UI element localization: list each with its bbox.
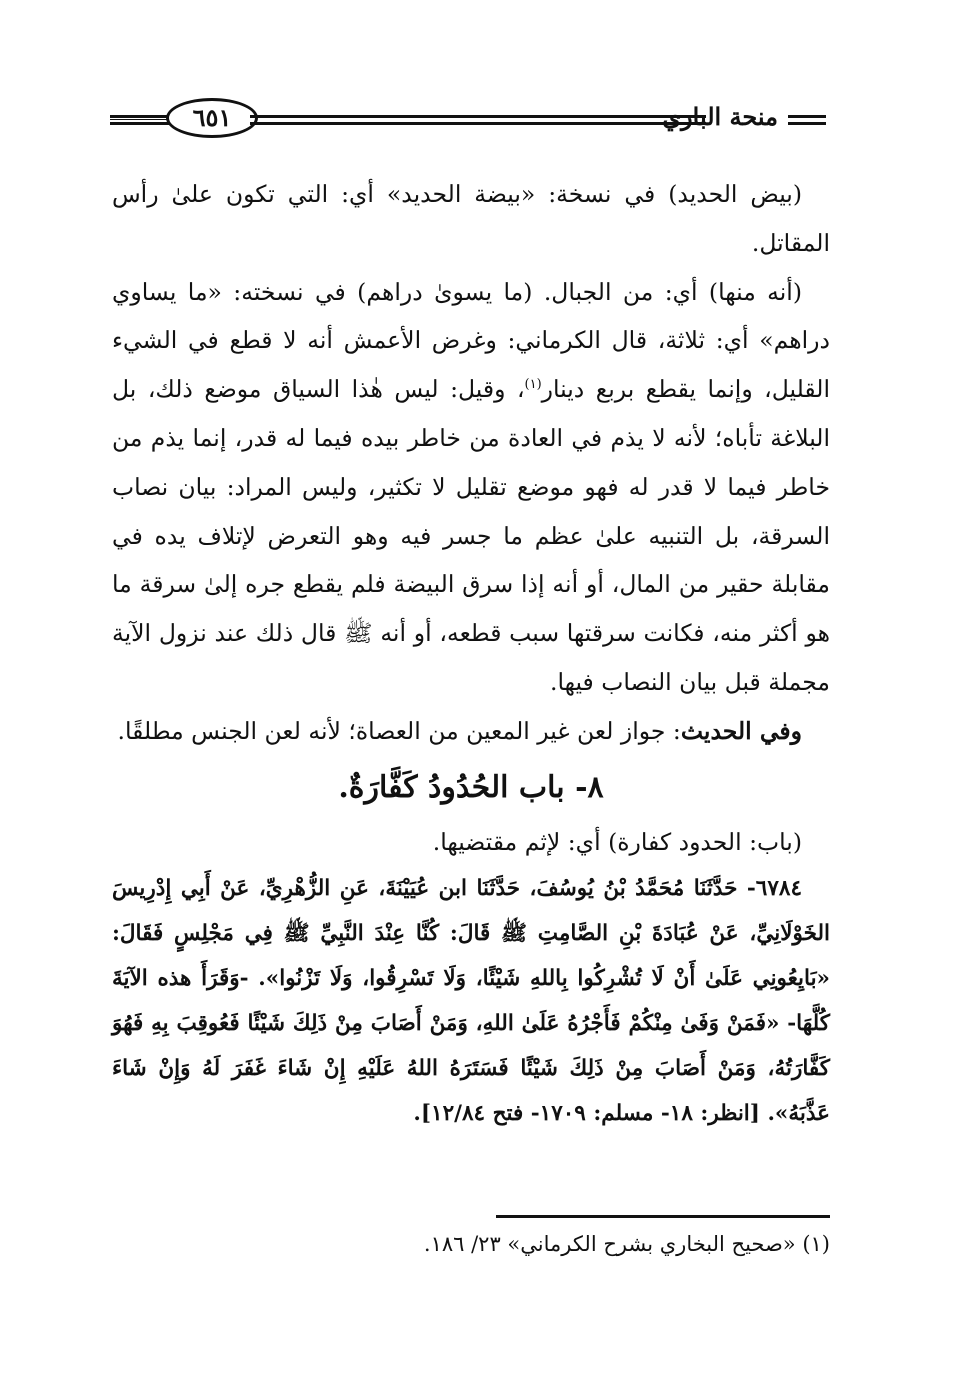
paragraph-text-end: ، وقيل: ليس هٰذا السياق موضع ذلك، بل البلاغة تأباه؛ لأنه لا يذم في العادة من خاطر بيده فيما له قدر، إنما يذم من خاطر فيما لا قدر له فهو موضع تقليل لا تكثير، وليس المراد: بيان نصاب السرقة، بل التنبيه علىٰ عظم ما جسر فيه وهو التعرض لإتلاف يده في مقابلة حقير من المال، أو أنه إذا سرق البيضة فلم يقطع جره إلىٰ سرقة ما هو أكثر منه، فكانت سرقتها سبب قطعه، أو أنه ﷺ قال ذلك عند نزول الآية مجملة قبل بيان النصاب فيها. [112,375,830,696]
paragraph-annaha-minha [112,268,830,707]
bold-lead-in: وفي الحديث [680,716,802,745]
header-rule-right [788,115,826,125]
chapter-title: ٨- باب الحُدُودُ كَفَّارَةٌ. [338,769,604,805]
footnote-reference[interactable]: (١) [524,377,542,393]
footnote: (١) «صحيح البخاري بشرح الكرماني» ٢٣/ ١٨٦. [423,1232,830,1256]
paragraph-text: : جواز لعن غير المعين من العصاة؛ لأنه لعن الجنس مطلقًا. [117,716,681,745]
paragraph-bid-al-hadid: (بيض الحديد) في نسخة: «بيضة الحديد» أي: التي تكون علىٰ رأس المقاتل. [112,180,830,257]
header-rule-middle [250,115,706,125]
hadith-text: ٦٧٨٤- حَدَّثَنَا مُحَمَّدُ بْنُ يُوسُفَ، حَدَّثَنَا ابن عُيَيْنَةَ، عَنِ الزُّهْرِيِّ، عَنْ أَبِي إِدْرِيسَ الخَوْلَانِيِّ، عَنْ عُبَادَةَ بْنِ الصَّامِتِ ﷺ قَالَ: كُنَّا عِنْدَ النَّبِيِّ ﷺ فِي مَجْلِسٍ فَقَالَ: «بَايِعُونِي عَلَىٰ أَنْ لَا تُشْرِكُوا بِاللهِ شَيْئًا، وَلَا تَسْرِقُوا، وَلَا تَزْنُوا». -وَقَرَأَ هذه الآيَةَ كُلَّهَا- «فَمَنْ وَفَىٰ مِنْكُمْ فَأَجْرُهُ عَلَىٰ اللهِ، وَمَنْ أَصَابَ مِنْ ذَلِكَ شَيْئًا فَعُوقِبَ بِهِ فَهُوَ كَفَّارَتُهُ، وَمَنْ أَصَابَ مِنْ ذَلِكَ شَيْئًا فَسَتَرَهُ اللهُ عَلَيْهِ إِنْ شَاءَ غَفَرَ لَهُ وَإِنْ شَاءَ عَذَّبَهُ». [انظر: ١٨- مسلم: ١٧٠٩- فتح ١٢/٨٤]. [112,876,830,1127]
paragraph-bab-explanation: (باب: الحدود كفارة) أي: لإثم مقتضيها. [432,827,802,856]
paragraph-text-start: (أنه منها) أي: من الجبال. (ما يسوىٰ دراهم) في نسخته: «ما يساوي دراهم» أي: ثلاثة، قال الكرماني: وغرض الأعمش أنه لا قطع في الشيء القليل، وإنما يقطع بربع دينار [112,277,830,404]
page-number: ٦٥١ [166,98,258,138]
running-title: منحة الباري [662,102,778,131]
paragraph-fi-al-hadith [112,707,830,756]
body-text [112,170,830,1136]
page-header [110,92,826,148]
footnote-separator [496,1215,830,1218]
